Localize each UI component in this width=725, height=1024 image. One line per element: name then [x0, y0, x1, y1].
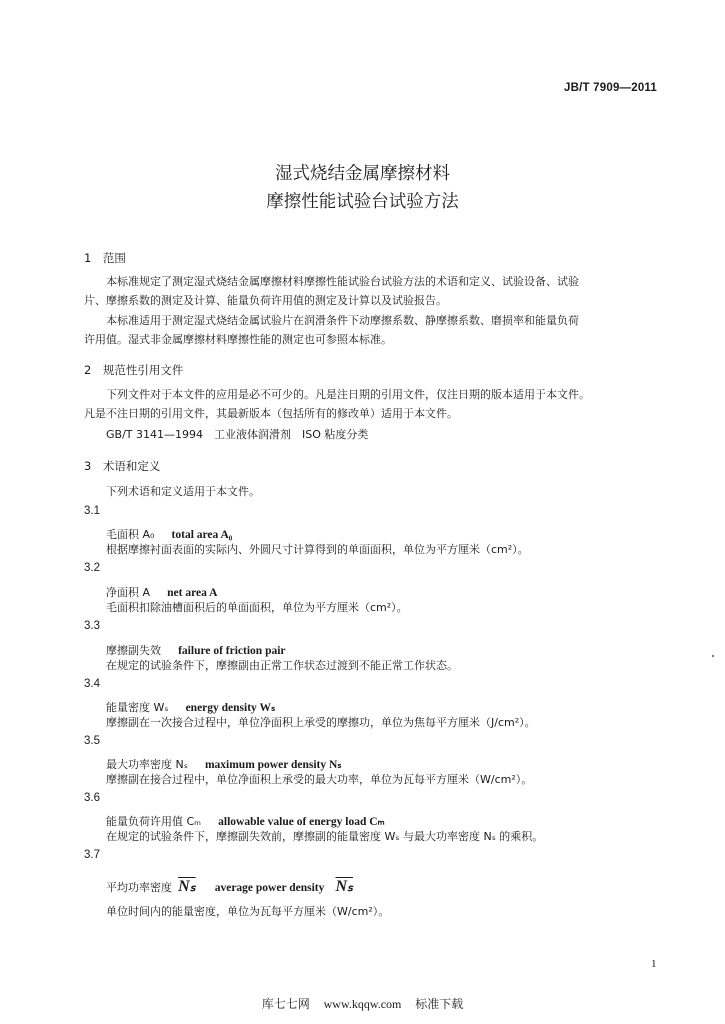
term-cn: 平均功率密度 [106, 881, 172, 894]
term-number: 3.7 [84, 849, 100, 861]
term-cn: 毛面积 A₀ [106, 528, 155, 541]
term-number: 3.5 [84, 735, 100, 747]
term-title [106, 581, 217, 600]
term-en: total area A₀ [171, 529, 233, 541]
term-en: net area A [167, 587, 218, 599]
page-number: 1 [651, 958, 657, 970]
reference-gbt3141: GB/T 3141—1994 工业液体润滑剂 ISO 粘度分类 [106, 428, 369, 441]
term-definition: 单位时间内的能量密度，单位为瓦每平方厘米（W/cm²）。 [106, 905, 390, 918]
term-title [106, 696, 275, 715]
section-2-para-line2: 凡是不注日期的引用文件，其最新版本（包括所有的修改单）适用于本文件。 [84, 407, 458, 420]
term-en: failure of friction pair [178, 645, 286, 657]
term-title [106, 810, 385, 829]
term-number: 3.2 [84, 562, 100, 574]
section-1-para1-line2: 片、摩擦系数的测定及计算、能量负荷许用值的测定及计算以及试验报告。 [84, 294, 447, 307]
footer [0, 995, 725, 1012]
term-definition: 根据摩擦衬面表面的实际内、外圆尺寸计算得到的单面面积，单位为平方厘米（cm²）。 [106, 543, 529, 556]
term-number: 3.4 [84, 678, 100, 690]
section-1-heading: 1 范围 [84, 251, 126, 265]
term-cn: 净面积 A [106, 586, 151, 599]
term-definition: 在规定的试验条件下，摩擦副失效前，摩擦副的能量密度 Wₛ 与最大功率密度 Nₛ 的乘积。 [106, 830, 544, 843]
document-title-line2: 摩擦性能试验台试验方法 [266, 192, 459, 212]
term-definition: 在规定的试验条件下，摩擦副由正常工作状态过渡到不能正常工作状态。 [106, 659, 458, 672]
term-cn: 能量负荷许用值 Cₘ [106, 815, 202, 828]
term-title [106, 523, 232, 542]
standard-number: JB/T 7909—2011 [564, 82, 657, 94]
section-2-para-line1: 下列文件对于本文件的应用是必不可少的。凡是注日期的引用文件，仅注日期的版本适用于本文件。 [106, 388, 590, 401]
document-title-line1: 湿式烧结金属摩擦材料 [275, 164, 450, 184]
section-3-heading: 3 术语和定义 [84, 459, 161, 473]
section-2-heading: 2 规范性引用文件 [84, 363, 184, 377]
term-en: allowable value of energy load Cₘ [218, 816, 385, 828]
section-1-para2-line1: 本标准适用于测定湿式烧结金属试验片在润滑条件下动摩擦系数、静摩擦系数、磨损率和能量负荷 [106, 314, 579, 327]
term-en: maximum power density Nₛ [204, 759, 342, 771]
term-definition: 摩擦副在一次接合过程中，单位净面积上承受的摩擦功，单位为焦每平方厘米（J/cm²）。 [106, 716, 536, 729]
term-en: energy density Wₛ [185, 702, 276, 714]
footer-url[interactable]: www.kqqw.com [323, 997, 402, 1011]
term-definition: 摩擦副在接合过程中，单位净面积上承受的最大功率，单位为瓦每平方厘米（W/cm²）。 [106, 773, 533, 786]
term-cn: 摩擦副失效 [106, 644, 161, 657]
term-title [106, 639, 286, 658]
term-number: 3.1 [84, 505, 100, 517]
term-number: 3.6 [84, 792, 100, 804]
section-3-intro: 下列术语和定义适用于本文件。 [106, 485, 260, 498]
term-number: 3.3 [84, 620, 100, 632]
footer-label: 标准下载 [415, 997, 464, 1011]
term-cn: 能量密度 Wₛ [106, 701, 169, 714]
term-title [106, 753, 342, 772]
term-en-symbol: $\overline{N_s}$ [335, 878, 354, 895]
footer-site: 库七七网 [261, 997, 310, 1011]
section-1-para2-line2: 许用值。湿式非金属摩擦材料摩擦性能的测定也可参照本标准。 [84, 333, 392, 346]
section-1-para1-line1: 本标准规定了测定湿式烧结金属摩擦材料摩擦性能试验台试验方法的术语和定义、试验设备、试验 [106, 275, 579, 288]
term-en: average power density [214, 882, 325, 894]
term-title [106, 876, 353, 896]
scan-mark [712, 655, 714, 657]
term-definition: 毛面积扣除油槽面积后的单面面积，单位为平方厘米（cm²）。 [106, 601, 408, 614]
term-cn: 最大功率密度 Nₛ [106, 758, 188, 771]
term-cn-symbol: $\overline{N_s}$ [178, 878, 196, 895]
